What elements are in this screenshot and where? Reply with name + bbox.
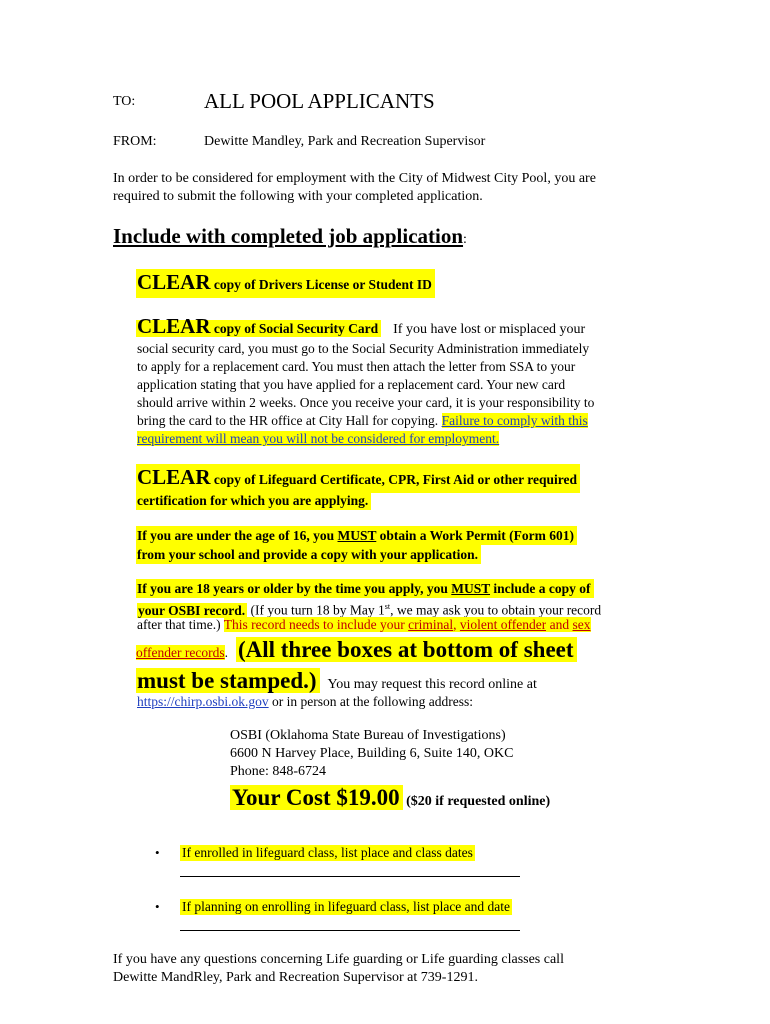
osbi-line-2-end: , we may ask you to obtain your record	[390, 602, 602, 618]
cost-line	[230, 783, 550, 817]
item-2-highlight	[136, 314, 381, 338]
osbi-text-a: If you are 18 years or older by the time you apply, you	[137, 581, 452, 596]
section-heading-text: Include with completed job application	[113, 224, 464, 248]
item-2-warning-a: Failure to comply with this	[441, 413, 588, 428]
footer-line-1: If you have any questions concerning Life guarding or Life guarding classes call	[113, 952, 564, 967]
osbi-text-b: include a copy of	[490, 581, 591, 596]
stamped-notice-1: (All three boxes at bottom of sheet	[236, 637, 577, 662]
osbi-violent-offender: violent offender	[459, 617, 547, 632]
permit-line-1	[136, 526, 577, 545]
bullet-1-symbol: •	[155, 845, 160, 860]
permit-must: MUST	[337, 528, 377, 543]
osbi-line-1	[136, 579, 594, 598]
stamped-notice-2: must be stamped.)	[136, 668, 320, 693]
osbi-superscript: st	[384, 602, 391, 611]
bullet-2-symbol: •	[155, 899, 160, 914]
bullet-2-blank-line[interactable]	[180, 930, 520, 931]
intro-line-2: required to submit the following with your completed application.	[113, 189, 483, 204]
item-2-text: copy of Social Security Card	[210, 321, 379, 336]
permit-text-a: If you are under the age of 16, you	[137, 528, 338, 543]
intro-line-1: In order to be considered for employment with the City of Midwest City Pool, you are	[113, 171, 596, 186]
item-2-line-4: should arrive within 2 weeks. Once you receive your card, it is your responsibility to	[137, 395, 595, 410]
osbi-record-label: your OSBI record.	[138, 602, 246, 618]
in-person-text: or in person at the following address:	[268, 694, 473, 709]
cost-note: ($20 if requested online)	[402, 794, 551, 809]
osbi-line-3	[137, 615, 657, 634]
permit-text-b: obtain a Work Permit (Form 601)	[376, 528, 575, 543]
clear-label-3: CLEAR	[137, 465, 211, 489]
item-2-warning-b: requirement will mean you will not be considered for employment.	[137, 431, 500, 446]
item-2-line-1: social security card, you must go to the Social Security Administration immediately	[137, 341, 590, 356]
osbi-must: MUST	[451, 581, 491, 596]
section-heading-colon: :	[463, 232, 467, 247]
bullet-1-text: If enrolled in lifeguard class, list place and class dates	[182, 845, 473, 860]
online-request-text: You may request this record online at	[327, 677, 537, 692]
item-2-line-3: application stating that you have applied for a replacement card. Your new card	[137, 377, 566, 392]
osbi-line-4	[136, 634, 577, 669]
to-label: TO:	[113, 94, 136, 109]
osbi-and: and	[546, 617, 573, 632]
from-label: FROM:	[113, 134, 157, 149]
osbi-line-2-text: (If you turn 18 by May 1	[247, 602, 385, 618]
bullet-1-blank-line[interactable]	[180, 876, 520, 877]
bullet-2-text: If planning on enrolling in lifeguard class, list place and date	[182, 899, 511, 914]
item-2-line-5-text: bring the card to the HR office at City Hall for copying.	[137, 413, 439, 428]
permit-line-2: from your school and provide a copy with your application.	[136, 545, 481, 564]
item-2-tail: If you have lost or misplaced your	[393, 322, 586, 337]
section-heading	[113, 224, 467, 249]
item-3-text: copy of Lifeguard Certificate, CPR, First Aid or other required	[210, 472, 577, 487]
osbi-criminal: criminal	[408, 617, 454, 632]
osbi-line-3-a: after that time.)	[137, 617, 224, 632]
osbi-period: .	[224, 645, 228, 660]
clear-label-1: CLEAR	[137, 270, 211, 294]
to-value: ALL POOL APPLICANTS	[204, 89, 435, 113]
osbi-comma: ,	[453, 617, 460, 632]
item-2-line-2: to apply for a replacement card. You must then attach the letter from SSA to your	[137, 359, 576, 374]
item-2-line-6	[137, 429, 657, 448]
item-3-line-2: certification for which you are applying.	[136, 491, 371, 510]
osbi-line-6	[137, 692, 657, 711]
osbi-offender-records: offender records	[136, 645, 225, 660]
address-line-3: Phone: 848-6724	[230, 764, 327, 779]
osbi-line-3-red: This record needs to include your	[223, 617, 409, 632]
osbi-sex: sex	[572, 617, 591, 632]
cost-amount: Your Cost $19.00	[230, 785, 403, 810]
item-2-line-5	[137, 411, 657, 430]
item-1-text: copy of Drivers License or Student ID	[210, 277, 432, 292]
footer-line-2: Dewitte MandRley, Park and Recreation Supervisor at 739-1291.	[113, 970, 478, 985]
from-value: Dewitte Mandley, Park and Recreation Supervisor	[204, 134, 486, 149]
item-drivers-license	[136, 269, 435, 298]
item-lifeguard-cert	[136, 464, 580, 493]
osbi-url-link[interactable]: https://chirp.osbi.ok.gov	[137, 694, 269, 709]
address-line-1: OSBI (Oklahoma State Bureau of Investigations)	[230, 728, 506, 743]
clear-label-2: CLEAR	[137, 314, 211, 338]
address-line-2: 6600 N Harvey Place, Building 6, Suite 140, OKC	[230, 746, 514, 761]
